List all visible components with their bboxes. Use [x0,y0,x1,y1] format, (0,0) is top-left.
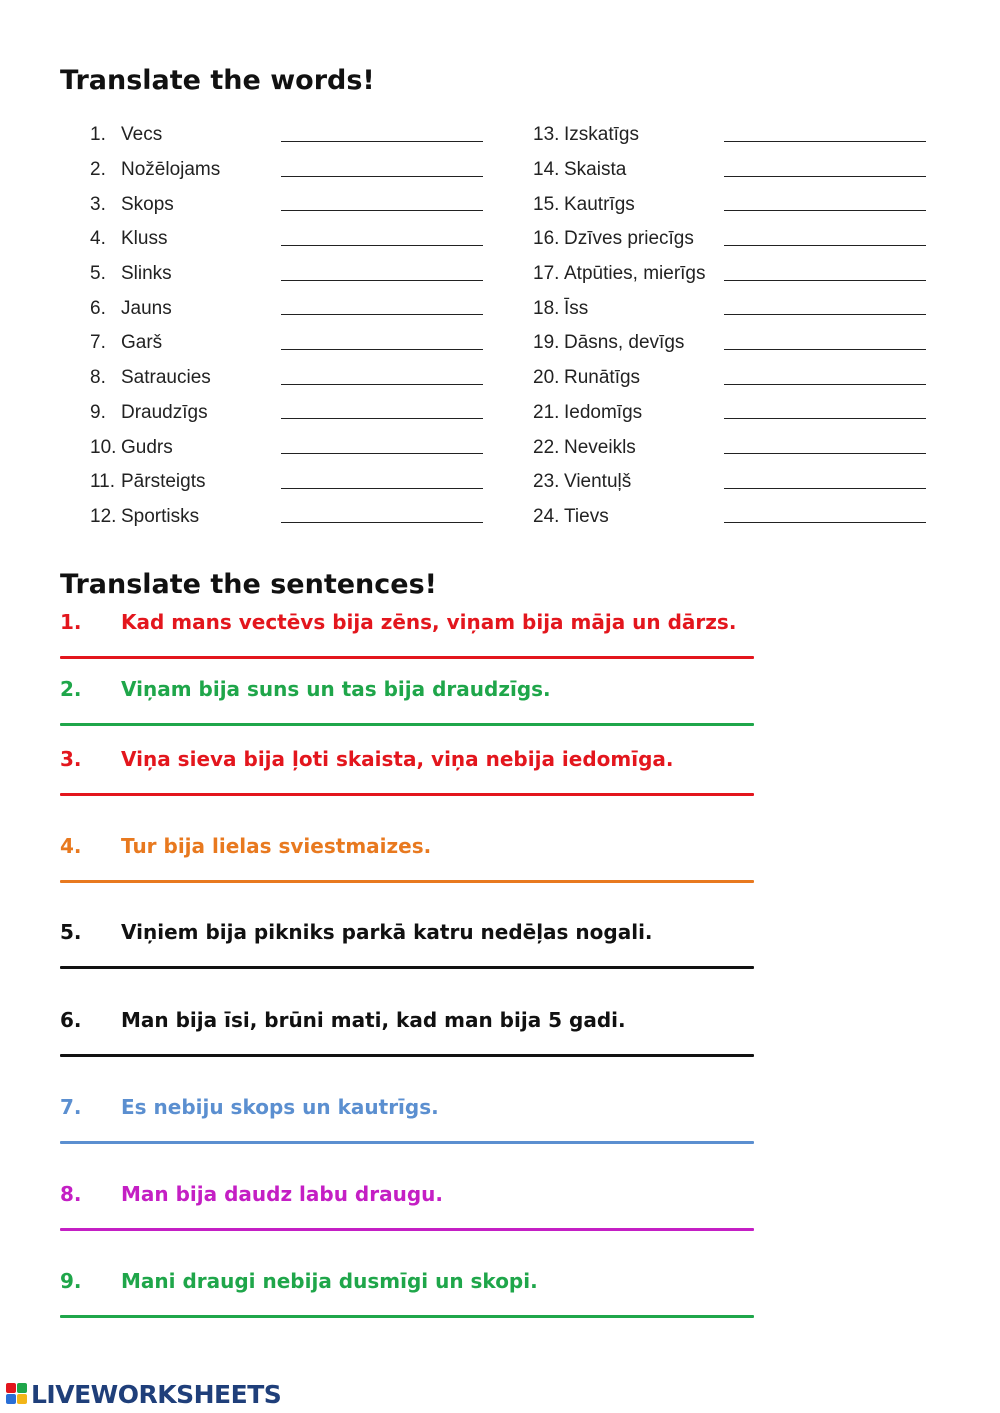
sentence-item [60,1180,760,1231]
sentence-number: 8. [60,1182,82,1206]
word-text: Vientuļš [564,471,632,493]
word-item [90,222,483,257]
sentence-text: Viņam bija suns un tas bija draudzīgs. [121,677,551,701]
word-text: Garš [121,332,163,354]
answer-input[interactable] [281,188,487,216]
answer-input[interactable] [724,119,930,147]
word-text: Sportisks [121,505,200,527]
word-text: Tievs [564,505,609,527]
sentence-text: Mani draugi nebija dusmīgi un skopi. [121,1269,538,1293]
word-number: 23. [533,471,560,493]
word-text: Nožēlojams [121,159,221,181]
word-number: 4. [90,228,106,250]
word-number: 6. [90,297,106,319]
word-item [533,291,926,326]
answer-input[interactable] [724,500,930,528]
answer-line[interactable] [60,1141,754,1144]
sentence-item [60,745,760,796]
answer-line[interactable] [60,793,754,796]
sentence-item [60,675,760,726]
word-text: Īss [564,297,589,319]
sentence-text: Man bija īsi, brūni mati, kad man bija 5 gadi. [121,1008,626,1032]
word-text: Draudzīgs [121,401,208,423]
word-number: 2. [90,159,106,181]
word-number: 1. [90,124,106,146]
answer-input[interactable] [724,431,930,459]
word-text: Kautrīgs [564,193,635,215]
sentence-number: 5. [60,920,82,944]
sentence-item [60,918,760,969]
word-text: Izskatīgs [564,124,639,146]
word-item [90,361,483,396]
sentence-number: 9. [60,1269,82,1293]
answer-line[interactable] [60,1054,754,1057]
word-number: 7. [90,332,106,354]
word-item [90,396,483,431]
word-number: 17. [533,263,560,285]
answer-input[interactable] [724,258,930,286]
word-text: Dzīves priecīgs [564,228,694,250]
word-number: 9. [90,401,106,423]
sentence-number: 6. [60,1008,82,1032]
word-item [533,118,926,153]
sentence-number: 7. [60,1095,82,1119]
answer-input[interactable] [281,119,487,147]
word-text: Pārsteigts [121,471,206,493]
answer-input[interactable] [724,154,930,182]
word-text: Satraucies [121,367,211,389]
sentence-item [60,1093,760,1144]
sentence-number: 1. [60,610,82,634]
answer-input[interactable] [724,327,930,355]
sentence-number: 3. [60,747,82,771]
answer-line[interactable] [60,966,754,969]
sentence-text: Viņa sieva bija ļoti skaista, viņa nebija iedomīga. [121,747,674,771]
word-item [533,326,926,361]
answer-input[interactable] [281,431,487,459]
answer-input[interactable] [724,396,930,424]
sentence-text: Viņiem bija pikniks parkā katru nedēļas nogali. [121,920,653,944]
word-item [90,291,483,326]
word-list-right [533,118,926,534]
liveworksheets-logo-icon [6,1383,28,1405]
word-text: Runātīgs [564,367,641,389]
word-number: 20. [533,367,560,389]
word-text: Jauns [121,297,172,319]
answer-line[interactable] [60,880,754,883]
sentence-item [60,1006,760,1057]
answer-input[interactable] [724,188,930,216]
word-text: Skaista [564,159,627,181]
word-number: 5. [90,263,106,285]
answer-line[interactable] [60,656,754,659]
word-number: 24. [533,505,560,527]
answer-line[interactable] [60,1228,754,1231]
word-item [90,430,483,465]
answer-input[interactable] [281,154,487,182]
word-item [90,153,483,188]
word-number: 3. [90,193,106,215]
word-text: Slinks [121,263,172,285]
word-number: 13. [533,124,560,146]
sentence-text: Tur bija lielas sviestmaizes. [121,834,432,858]
word-number: 21. [533,401,560,423]
word-item [533,361,926,396]
footer-brand [6,1380,281,1408]
word-item [533,430,926,465]
answer-input[interactable] [281,223,487,251]
answer-input[interactable] [724,362,930,390]
word-text: Gudrs [121,436,173,458]
answer-input[interactable] [281,258,487,286]
word-number: 11. [90,471,116,493]
word-item [533,153,926,188]
sentence-item [60,832,760,883]
answer-input[interactable] [281,292,487,320]
word-text: Iedomīgs [564,401,643,423]
word-item [533,257,926,292]
answer-input[interactable] [724,223,930,251]
word-number: 19. [533,332,560,354]
answer-input[interactable] [281,500,487,528]
word-item [90,187,483,222]
answer-input[interactable] [724,466,930,494]
word-number: 14. [533,159,560,181]
word-item [90,118,483,153]
answer-input[interactable] [724,292,930,320]
sentence-text: Man bija daudz labu draugu. [121,1182,443,1206]
word-number: 18. [533,297,560,319]
words-section-title: Translate the words! [60,65,375,96]
word-number: 12. [90,505,117,527]
word-item [533,396,926,431]
word-text: Skops [121,193,174,215]
word-text: Kluss [121,228,168,250]
word-number: 22. [533,436,560,458]
sentence-number: 4. [60,834,82,858]
answer-line[interactable] [60,723,754,726]
word-item [90,326,483,361]
sentence-item [60,1267,760,1318]
sentence-number: 2. [60,677,82,701]
word-list-left [90,118,483,534]
word-text: Vecs [121,124,163,146]
word-item [90,465,483,500]
sentence-text: Es nebiju skops un kautrīgs. [121,1095,439,1119]
answer-input[interactable] [281,362,487,390]
brand-name: LIVEWORKSHEETS [31,1379,282,1409]
word-item [533,465,926,500]
word-number: 15. [533,193,560,215]
sentence-item [60,608,760,659]
word-text: Dāsns, devīgs [564,332,685,354]
word-item [533,187,926,222]
word-text: Atpūties, mierīgs [564,263,706,285]
word-number: 8. [90,367,106,389]
answer-input[interactable] [281,327,487,355]
answer-input[interactable] [281,466,487,494]
word-number: 10. [90,436,117,458]
answer-line[interactable] [60,1315,754,1318]
word-item [533,222,926,257]
word-item [90,500,483,535]
sentences-section-title: Translate the sentences! [60,569,437,600]
word-item [533,500,926,535]
word-text: Neveikls [564,436,636,458]
word-item [90,257,483,292]
sentence-text: Kad mans vectēvs bija zēns, viņam bija māja un dārzs. [121,610,737,634]
word-number: 16. [533,228,560,250]
answer-input[interactable] [281,396,487,424]
